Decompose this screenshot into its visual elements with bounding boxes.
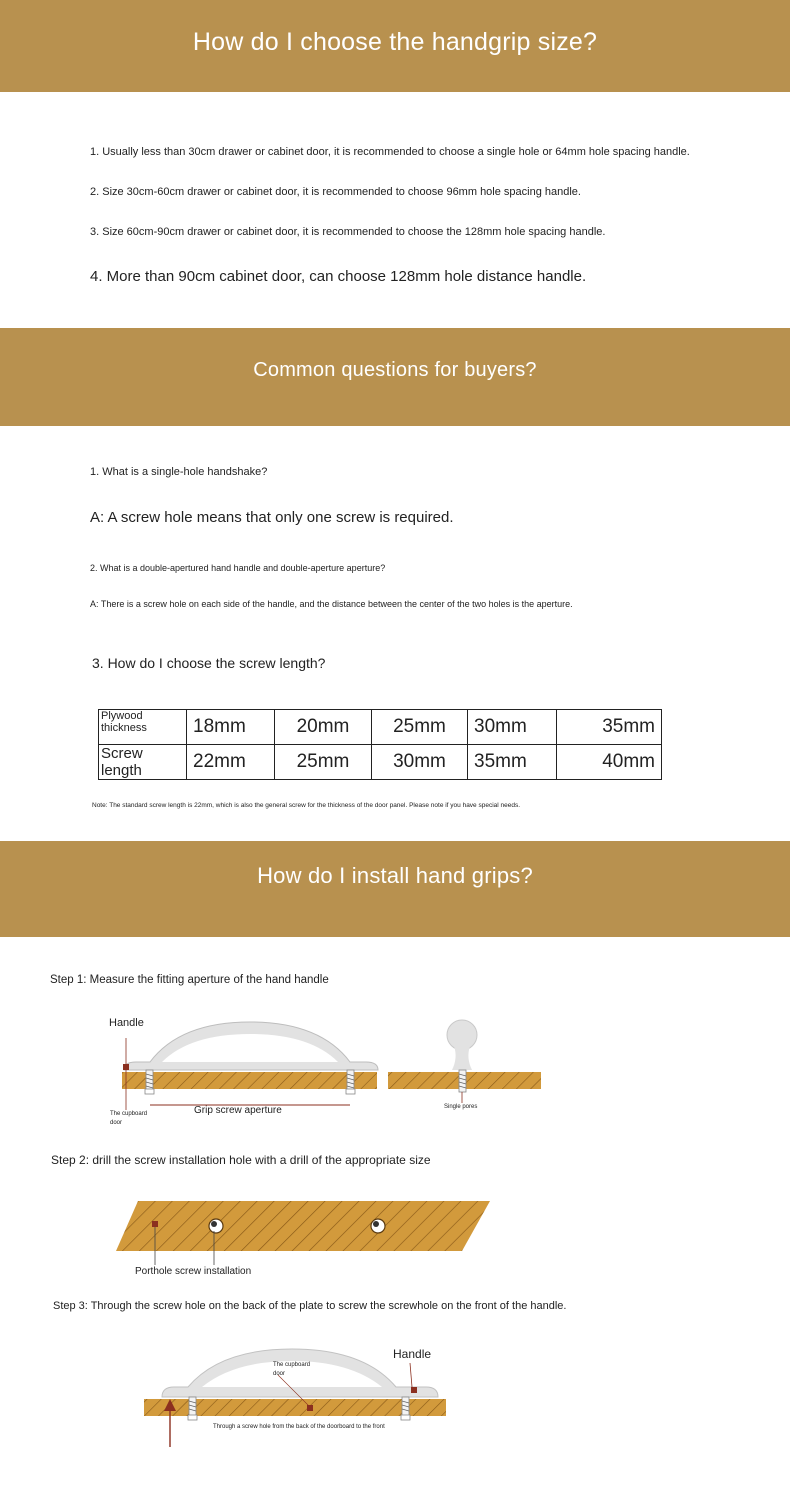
drilled-board xyxy=(116,1201,490,1251)
hole-icon xyxy=(209,1219,223,1233)
table-cell: 40mm xyxy=(557,745,662,780)
question-2: 2. What is a double-apertured hand handle and double-aperture aperture? xyxy=(90,563,386,573)
label-cupboard-door: door xyxy=(273,1371,286,1377)
label-through-hole: Through a screw hole from the back of the doorboard to the front xyxy=(213,1424,385,1430)
banner-common-questions xyxy=(0,328,790,426)
label-single-pores: Single pores xyxy=(444,1104,478,1110)
table-cell: 35mm xyxy=(468,745,557,780)
section-title: How do I choose the handgrip size? xyxy=(192,27,598,56)
table-cell: 30mm xyxy=(372,745,468,780)
label-cupboard-door: The cupboard xyxy=(110,1111,148,1117)
size-item-1: 1. Usually less than 30cm drawer or cabinet door, it is recommended to choose a single hole or 64mm hole spacing handle. xyxy=(90,146,690,158)
banner-handgrip-size xyxy=(0,0,790,92)
size-item-4: 4. More than 90cm cabinet door, can choose 128mm hole distance handle. xyxy=(90,268,587,285)
handle-illustration xyxy=(124,1022,378,1070)
hole-icon xyxy=(371,1219,385,1233)
size-item-2: 2. Size 30cm-60cm drawer or cabinet door, it is recommended to choose 96mm hole spacing handle. xyxy=(90,186,581,198)
screw-icon xyxy=(459,1070,466,1092)
screw-icon xyxy=(401,1397,410,1420)
table-cell: 35mm xyxy=(557,710,662,745)
step-1-text: Step 1: Measure the fitting aperture of the hand handle xyxy=(50,974,329,986)
question-3: 3. How do I choose the screw length? xyxy=(92,655,326,671)
table-cell: 18mm xyxy=(187,710,275,745)
step-3-text: Step 3: Through the screw hole on the back of the plate to screw the screwhole on the front of the handle. xyxy=(53,1300,567,1312)
screw-length-table xyxy=(98,709,662,780)
size-item-3: 3. Size 60cm-90cm drawer or cabinet door, it is recommended to choose the 128mm hole spacing handle. xyxy=(90,226,606,238)
banner-install xyxy=(0,841,790,937)
table-cell: 30mm xyxy=(468,710,557,745)
wood-board xyxy=(122,1072,377,1089)
table-row xyxy=(99,710,662,745)
marker-dot xyxy=(411,1387,417,1393)
answer-2: A: There is a screw hole on each side of the handle, and the distance between the center of the two holes is the aperture. xyxy=(90,599,573,609)
marker-dot xyxy=(307,1405,313,1411)
marker-dot xyxy=(152,1221,158,1227)
table-cell: 25mm xyxy=(275,745,372,780)
step-1-diagram xyxy=(100,1010,560,1135)
table-row-label: Screw length xyxy=(99,745,187,780)
answer-1: A: A screw hole means that only one screw is required. xyxy=(90,509,454,526)
table-cell: 25mm xyxy=(372,710,468,745)
pointer-line xyxy=(410,1363,412,1387)
label-handle-step3: Handle xyxy=(393,1347,432,1361)
section-title: Common questions for buyers? xyxy=(253,358,537,381)
screw-icon xyxy=(188,1397,197,1420)
step-2-text: Step 2: drill the screw installation hole with a drill of the appropriate size xyxy=(51,1153,431,1167)
step-2-diagram xyxy=(110,1195,500,1295)
screw-icon xyxy=(145,1070,154,1094)
marker-dot xyxy=(123,1064,129,1070)
table-row xyxy=(99,745,662,780)
label-handle: Handle xyxy=(109,1017,144,1029)
screw-note: Note: The standard screw length is 22mm, which is also the general screw for the thickness of the door panel. Please note if you have special needs. xyxy=(92,802,521,809)
screw-icon xyxy=(346,1070,355,1094)
label-porthole: Porthole screw installation xyxy=(135,1266,252,1277)
question-1: 1. What is a single-hole handshake? xyxy=(90,466,268,478)
table-row-label: Plywood thickness xyxy=(99,710,187,745)
section-title: How do I install hand grips? xyxy=(257,863,533,888)
table-cell: 20mm xyxy=(275,710,372,745)
label-cupboard-door: door xyxy=(110,1120,123,1126)
label-cupboard-door: The cupboard xyxy=(273,1362,311,1368)
label-grip-aperture: Grip screw aperture xyxy=(194,1105,282,1116)
knob-illustration xyxy=(447,1020,477,1070)
table-cell: 22mm xyxy=(187,745,275,780)
